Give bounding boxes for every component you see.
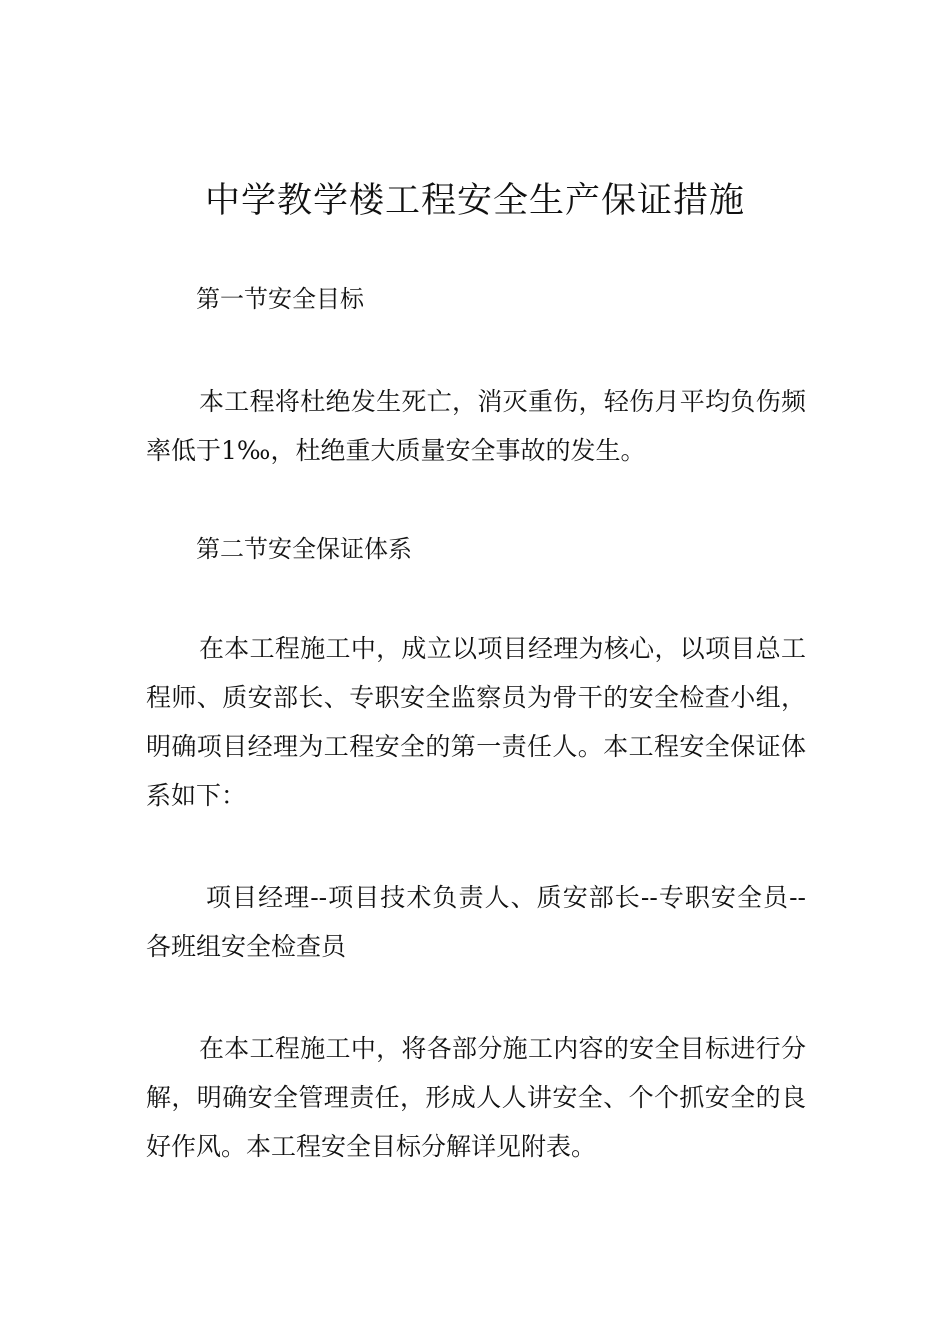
paragraph-safety-team: 在本工程施工中，成立以项目经理为核心，以项目总工程师、质安部长、专职安全监察员为骨干的安全检查小组，明确项目经理为工程安全的第一责任人。本工程安全保证体系如下： (146, 634, 806, 810)
document-title: 中学教学楼工程安全生产保证措施 (204, 181, 745, 221)
paragraph-goal-breakdown: 在本工程施工中，将各部分施工内容的安全目标进行分解，明确安全管理责任，形成人人讲安全、个个抓安全的良好作风。本工程安全目标分解详见附表。 (146, 1034, 806, 1161)
section-heading-safety-goal: 第一节安全目标 (196, 285, 364, 313)
paragraph-safety-goal: 本工程将杜绝发生死亡，消灭重伤，轻伤月平均负伤频率低于1‰，杜绝重大质量安全事故的发生。 (146, 387, 806, 465)
paragraph-organization-chain: 项目经理--项目技术负责人、质安部长--专职安全员--各班组安全检查员 (146, 883, 806, 961)
section-heading-safety-system: 第二节安全保证体系 (196, 535, 412, 563)
